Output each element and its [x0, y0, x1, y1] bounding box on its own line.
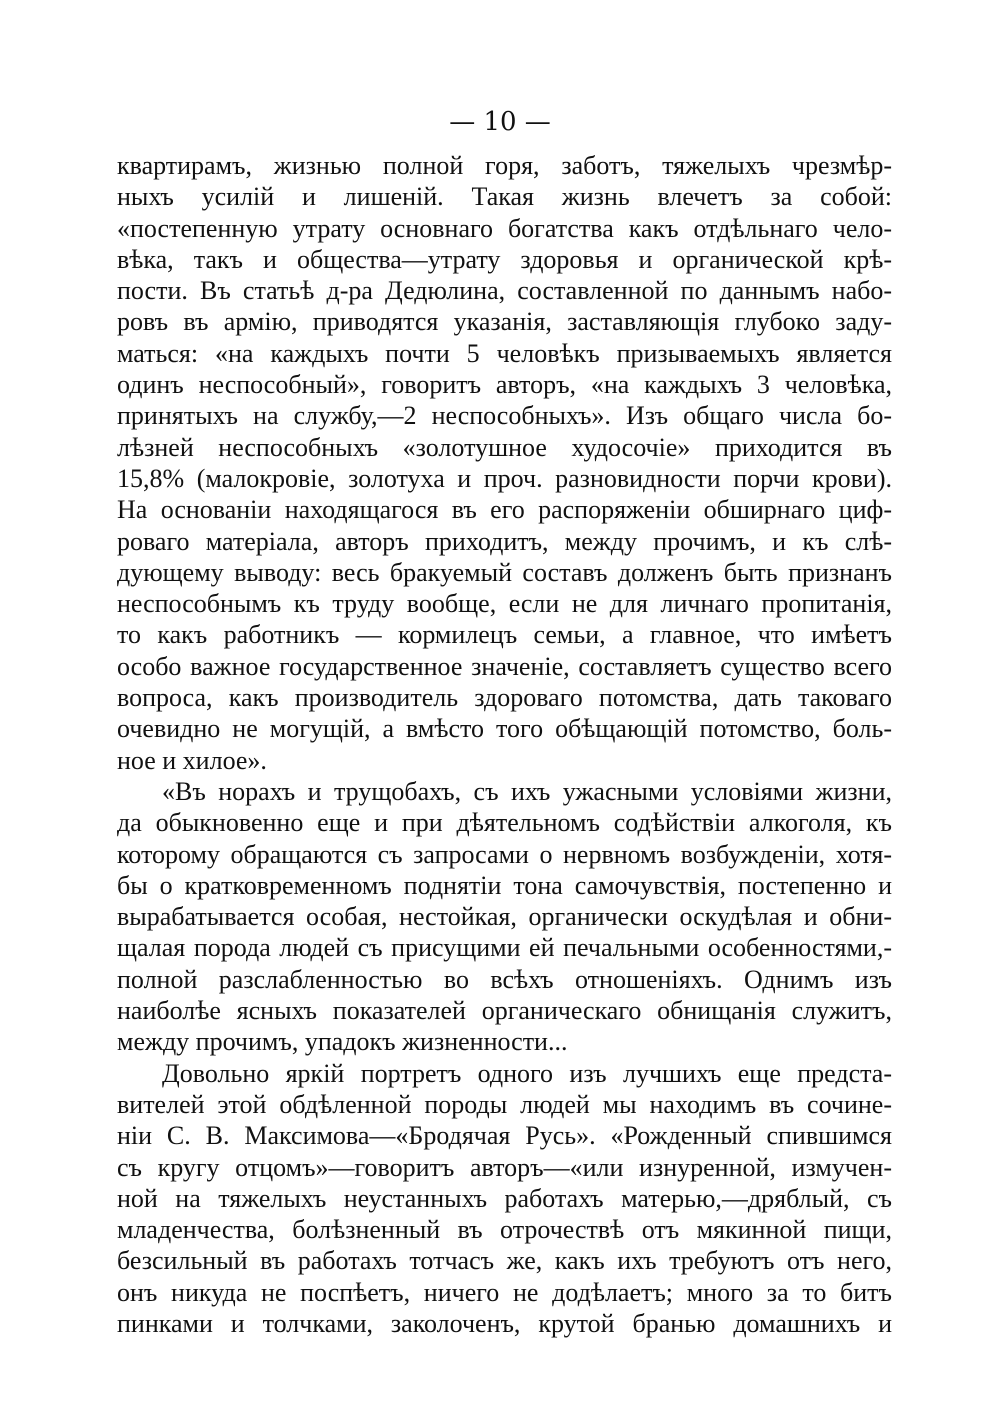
text-line: съ кругу отцомъ»—говоритъ авторъ—«или изнуренной, измучен- [117, 1152, 892, 1182]
paragraph-end-line: ное и хилое». [117, 745, 267, 775]
text-line: наиболѣе ясныхъ показателей органическаго обнищанія служитъ, [117, 996, 892, 1026]
text-line: ныхъ усилій и лишеній. Такая жизнь влечетъ за собой: [117, 182, 892, 212]
text-line: да обыкновенно еще и при дѣятельномъ содѣйствіи алкоголя, къ [117, 808, 892, 838]
text-line: ной на тяжелыхъ неустанныхъ работахъ матерью,—дряблый, съ [117, 1183, 892, 1213]
text-line: маться: «на каждыхъ почти 5 человѣкъ призываемыхъ является [117, 338, 892, 368]
text-line: особо важное государственное значеніе, составляетъ существо всего [117, 651, 892, 681]
text-line: дующему выводу: весь бракуемый составъ долженъ быть признанъ [117, 557, 892, 587]
text-line: вителей этой обдѣленной породы людей мы находимъ въ сочине- [117, 1089, 892, 1119]
text-line: вопроса, какъ производитель здороваго потомства, дать таковаго [117, 683, 892, 713]
text-line: которому обращаются съ запросами о нервномъ возбужденіи, хотя- [117, 839, 892, 869]
text-line: онъ никуда не поспѣетъ, ничего не додѣлаетъ; много за то битъ [117, 1277, 892, 1307]
body-text [117, 150, 892, 1339]
text-line: квартирамъ, жизнью полной горя, заботъ, тяжелыхъ чрезмѣр- [117, 151, 892, 180]
text-line: вырабатывается особая, нестойкая, органически оскудѣлая и обни- [117, 902, 892, 932]
text-line: роваго матеріала, авторъ приходитъ, между прочимъ, и къ слѣ- [117, 526, 892, 556]
text-line: принятыхъ на службу,—2 неспособныхъ». Изъ общаго числа бо- [117, 401, 892, 431]
text-line: вѣка, такъ и общества—утрату здоровья и органической крѣ- [117, 244, 892, 274]
text-line: 15,8% (малокровіе, золотуха и проч. разновидности порчи крови). [117, 463, 892, 493]
text-line: пости. Въ статьѣ д-ра Дедюлина, составленной по даннымъ набо- [117, 276, 892, 306]
text-line: полной разслабленностью во всѣхъ отношеніяхъ. Однимъ изъ [117, 964, 892, 994]
paragraph-end-line: между прочимъ, упадокъ жизненности... [117, 1027, 568, 1057]
text-line: «постепенную утрату основнаго богатства какъ отдѣльнаго чело- [117, 213, 892, 243]
text-line: то какъ работникъ — кормилецъ семьи, а главное, что имѣетъ [117, 620, 892, 650]
text-line: пинками и толчками, заколоченъ, крутой бранью домашнихъ и [117, 1308, 892, 1338]
text-line: безсильный въ работахъ тотчасъ же, какъ ихъ требуютъ отъ него, [117, 1246, 892, 1276]
text-line: одинъ неспособный», говоритъ авторъ, «на каждыхъ 3 человѣка, [117, 370, 892, 400]
text-line: бы о кратковременномъ поднятіи тона самочувствія, постепенно и [117, 870, 892, 900]
text-line: неспособнымъ къ труду вообще, если не для личнаго пропитанія, [117, 589, 892, 619]
text-line: ніи С. В. Максимова—«Бродячая Русь». «Рожденный спившимся [117, 1121, 892, 1151]
paragraph-start-line: Довольно яркій портретъ одного изъ лучшихъ еще предста- [162, 1058, 892, 1088]
page-number: — 10 — [449, 107, 551, 137]
paragraph-start-line: «Въ норахъ и трущобахъ, съ ихъ ужасными условіями жизни, [162, 776, 892, 806]
text-line: На основаніи находящагося въ его распоряженіи обширнаго циф- [117, 495, 892, 525]
text-line: младенчества, болѣзненный въ отрочествѣ отъ мякинной пищи, [117, 1215, 892, 1245]
text-line: очевидно не могущій, а вмѣсто того обѣщающій потомство, боль- [117, 714, 892, 744]
text-line: лѣзней неспособныхъ «золотушное худосочіе» приходится въ [117, 432, 892, 462]
text-line: щалая порода людей съ присущими ей печальными особенностями,- [117, 933, 892, 963]
text-line: ровъ въ армію, приводятся указанія, заставляющія глубоко заду- [117, 307, 892, 337]
